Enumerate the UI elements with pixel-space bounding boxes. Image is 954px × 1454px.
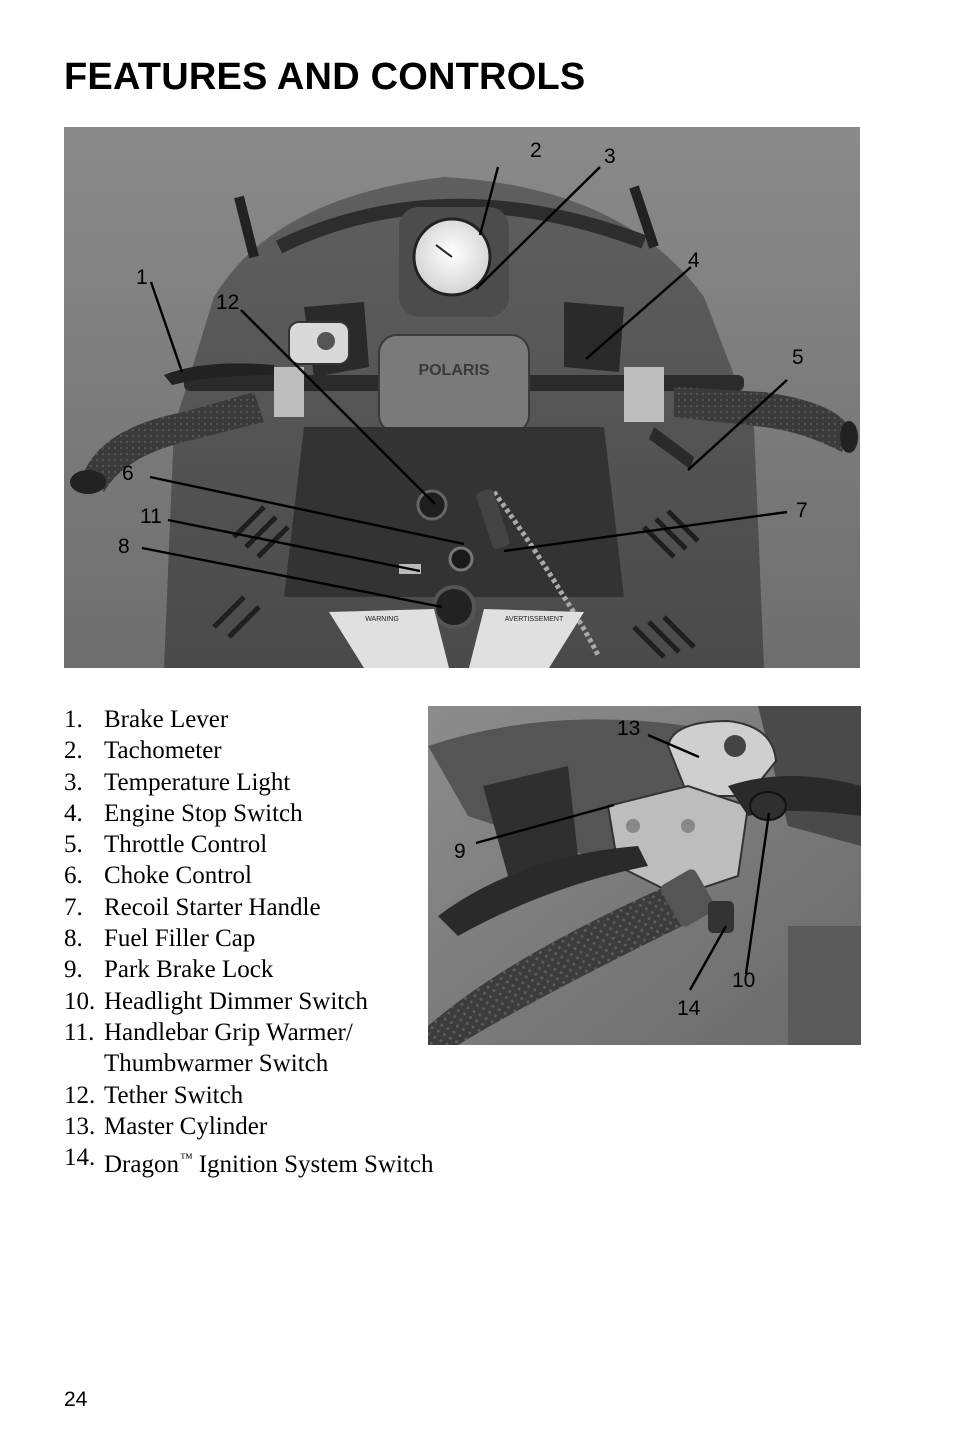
- legend-item: 3. Temperature Light: [64, 768, 291, 796]
- callout-14: 14: [677, 997, 701, 1020]
- decal-warning-text: WARNING: [365, 616, 399, 623]
- legend-item: 14. Dragon™ Ignition System Switch: [64, 1144, 434, 1179]
- callout-6: 6: [122, 462, 134, 485]
- callout-5: 5: [792, 346, 804, 369]
- trademark-symbol: ™: [179, 1150, 193, 1166]
- callout-4: 4: [688, 249, 700, 272]
- callout-2: 2: [530, 139, 542, 162]
- legend-item: 6. Choke Control: [64, 862, 252, 890]
- callout-7: 7: [796, 499, 808, 522]
- legend-item: 9. Park Brake Lock: [64, 956, 274, 984]
- snowmobile-cockpit-photo: [64, 127, 860, 668]
- page-number: 24: [64, 1388, 88, 1411]
- legend-label-after: Ignition System Switch: [198, 1151, 434, 1179]
- callout-8: 8: [118, 535, 130, 558]
- callout-12: 12: [216, 291, 240, 314]
- legend-item: 8. Fuel Filler Cap: [64, 925, 256, 953]
- legend-item: 4. Engine Stop Switch: [64, 799, 303, 827]
- legend-item: 1. Brake Lever: [64, 706, 229, 733]
- legend-item-continuation: Thumbwarmer Switch: [104, 1050, 329, 1078]
- callout-3: 3: [604, 145, 616, 168]
- legend-item: 5. Throttle Control: [64, 831, 268, 859]
- callout-11: 11: [140, 505, 162, 528]
- legend-item: 13. Master Cylinder: [64, 1112, 268, 1140]
- callout-1: 1: [136, 266, 148, 289]
- decal-avertissement-text: AVERTISSEMENT: [504, 616, 564, 623]
- page-title: FEATURES AND CONTROLS: [64, 56, 586, 98]
- callout-10: 10: [732, 969, 756, 992]
- features-legend: [64, 704, 433, 1180]
- brand-logo-text: POLARIS: [418, 362, 490, 379]
- callout-9: 9: [454, 840, 466, 863]
- handlebar-detail-photo: [428, 706, 861, 1045]
- legend-item: 10. Headlight Dimmer Switch: [64, 987, 368, 1015]
- legend-item: 12. Tether Switch: [64, 1081, 244, 1109]
- legend-item: 2. Tachometer: [64, 737, 222, 765]
- legend-label: Dragon: [104, 1151, 179, 1179]
- callout-13: 13: [617, 717, 641, 740]
- legend-item: 7. Recoil Starter Handle: [64, 893, 321, 921]
- legend-item: 11. Handlebar Grip Warmer/: [64, 1018, 353, 1046]
